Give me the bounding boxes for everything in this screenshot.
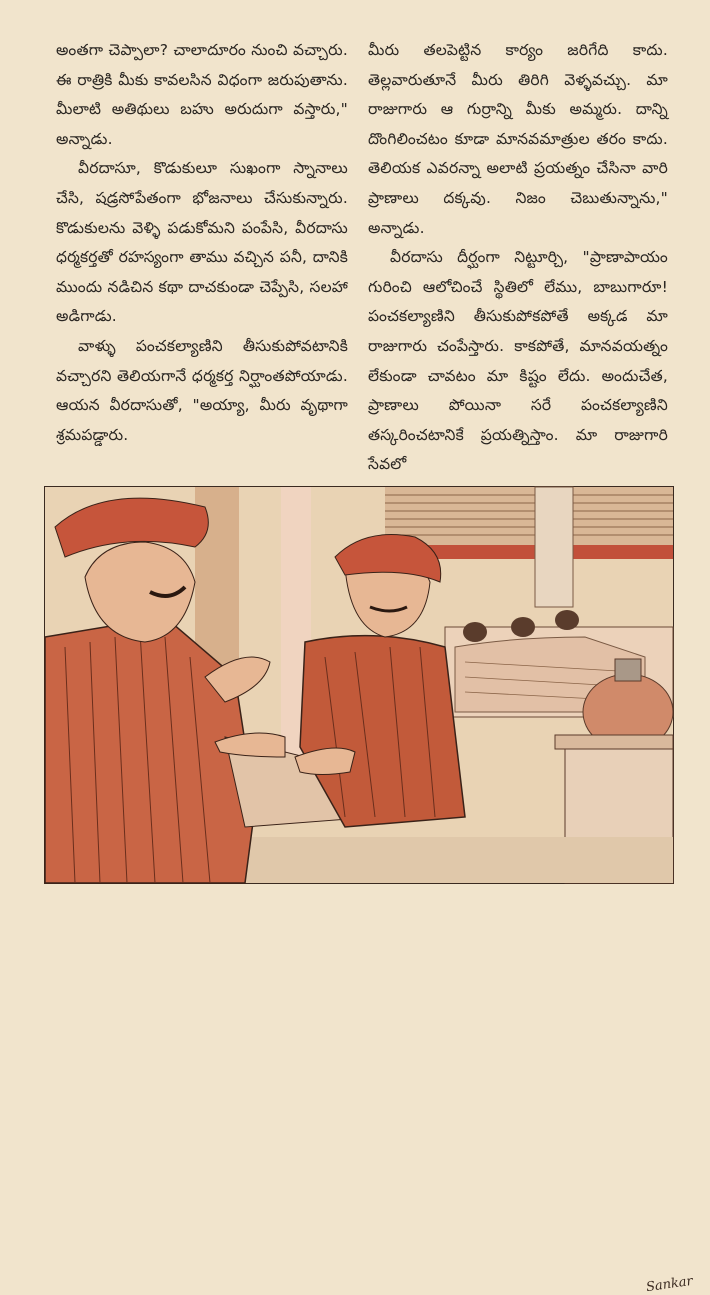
left-paragraph-3: వాళ్ళు పంచకల్యాణిని తీసుకుపోవటానికి వచ్చారని తెలియగానే ధర్మకర్త నిర్ఘాంతపోయాడు. ఆయన వీరదాసుతో, "అయ్యా, మీరు వృథాగా శ్రమపడ్డారు. xyxy=(56,336,348,444)
right-text-column xyxy=(368,36,668,480)
story-illustration xyxy=(44,486,694,1295)
right-paragraph-1: మీరు తలపెట్టిన కార్యం జరిగేది కాదు. తెల్లవారుతూనే మీరు తిరిగి వెళ్ళవచ్చు. మా రాజుగారు ఆ గుర్రాన్ని మీకు అమ్మరు. దాన్ని దొంగిలించటం కూడా మానవమాత్రుల తరం కాదు. తెలియక ఎవరన్నా అలాటి ప్రయత్నం చేసినా వారి ప్రాణాలు దక్కవు. నిజం చెబుతున్నాను," అన్నాడు. xyxy=(368,41,668,237)
left-text-column xyxy=(56,36,348,450)
artist-signature: Sankar xyxy=(645,1273,694,1295)
right-paragraph-2: వీరదాసు దీర్ఘంగా నిట్టూర్చి, "ప్రాణాపాయం గురించి ఆలోచించే స్థితిలో లేము, బాబుగారూ! పంచకల్యాణిని తీసుకుపోకపోతే అక్కడ మా రాజుగారు చంపేస్తారు. కాకపోతే, మానవయత్నం లేకుండా చావటం మా కిష్టం లేదు. అందుచేత, ప్రాణాలు పోయినా సరే పంచకల్యాణిని తస్కరించటానికే ప్రయత్నిస్తాం. మా రాజుగారి సేవలో xyxy=(368,248,668,474)
illustration-drawing xyxy=(45,487,673,883)
left-paragraph-2: వీరదాసూ, కొడుకులూ సుఖంగా స్నానాలు చేసి, షడ్రసోపేతంగా భోజనాలు చేసుకున్నారు. కొడుకులను వెళ్ళి పడుకోమని పంపేసి, వీరదాసు ధర్మకర్తతో రహస్యంగా తాము వచ్చిన పనీ, దానికి ముందు నడిచిన కథా దాచకుండా చెప్పేసి, సలహా అడిగాడు. xyxy=(56,159,348,326)
left-paragraph-1: అంతగా చెప్పాలా? చాలాదూరం నుంచి వచ్చారు. ఈ రాత్రికి మీకు కావలసిన విధంగా జరుపుతాను. మీలాటి అతిథులు బహు అరుదుగా వస్తారు," అన్నాడు. xyxy=(56,41,348,148)
pillar xyxy=(535,487,573,607)
